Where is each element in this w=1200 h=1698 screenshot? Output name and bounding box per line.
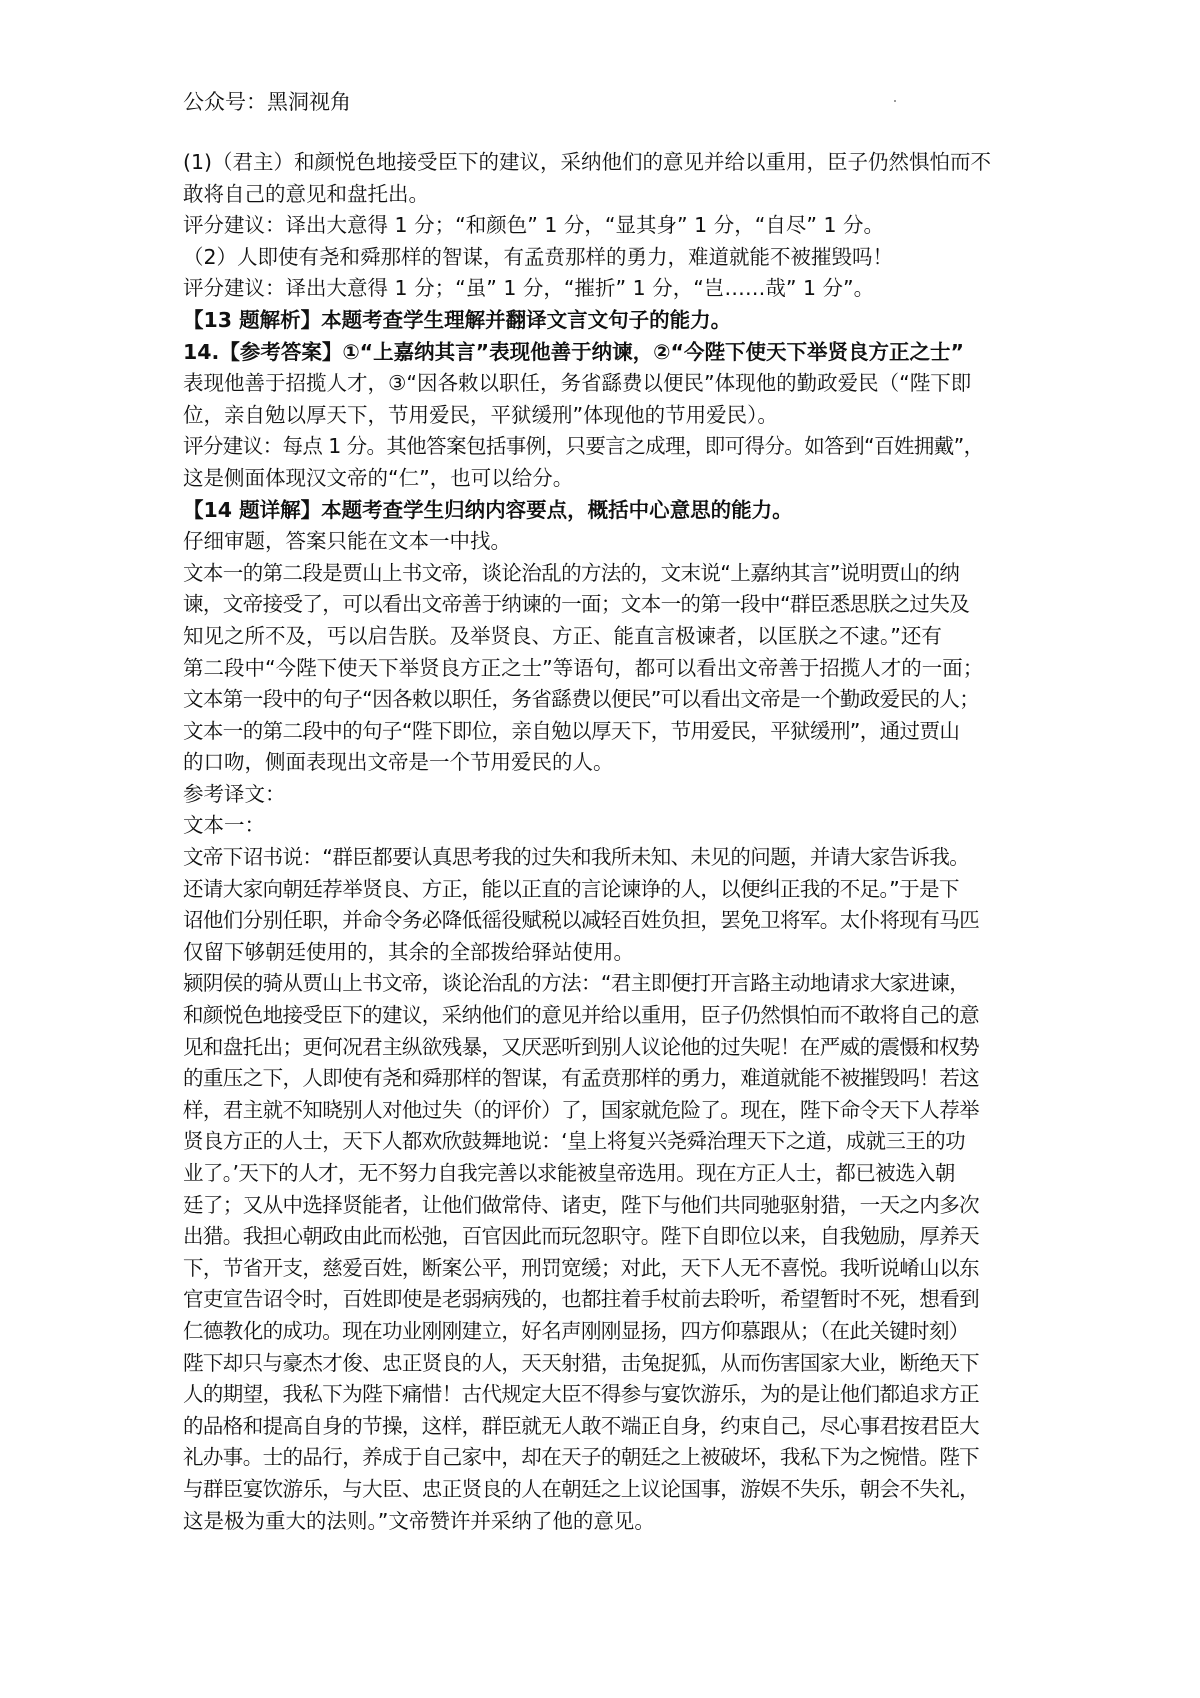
source-header: 公众号：黑洞视角	[183, 90, 351, 114]
text-line: 评分建议：译出大意得 1 分；“虽” 1 分，“摧折” 1 分，“岂……哉” 1 分”。	[183, 276, 875, 301]
text-line: 这是侧面体现汉文帝的“仁”，也可以给分。	[183, 465, 574, 490]
text-line: 礼办事。士的品行，养成于自己家中，却在天子的朝廷之上被破坏，我私下为之惋惜。陛下	[183, 1445, 979, 1470]
text-line: 和颜悦色地接受臣下的建议，采纳他们的意见并给以重用，臣子仍然惧怕而不敢将自己的意	[183, 1003, 979, 1028]
text-line: (1)（君主）和颜悦色地接受臣下的建议，采纳他们的意见并给以重用，臣子仍然惧怕而不	[183, 150, 992, 174]
text-line: 表现他善于招揽人才，③“因各敕以职任，务省繇费以便民”体现他的勤政爱民（“陛下即	[183, 371, 972, 396]
text-line: 诏他们分别任职，并命令务必降低徭役赋税以减轻百姓负担，罢免卫将军。太仆将现有马匹	[183, 908, 979, 933]
text-line: 仅留下够朝廷使用的，其余的全部拨给驿站使用。	[183, 939, 634, 964]
answer-text	[183, 147, 1043, 1537]
text-line: 出猎。我担心朝政由此而松弛，百官因此而玩忽职守。陛下自即位以来，自我勉励，厚养天	[183, 1224, 979, 1249]
text-line: 评分建议：译出大意得 1 分；“和颜色” 1 分，“显其身” 1 分，“自尽” 1 分。	[183, 213, 885, 238]
text-line: 评分建议：每点 1 分。其他答案包括事例，只要言之成理，即可得分。如答到“百姓拥戴”，	[183, 434, 984, 459]
text-line: 知见之所不及，丐以启告朕。及举贤良、方正、能直言极谏者，以匡朕之不逮。”还有	[183, 623, 942, 648]
text-line: 仔细审题，答案只能在文本一中找。	[183, 529, 511, 554]
text-line: 官吏宣告诏令时，百姓即使是老弱病残的，也都拄着手杖前去聆听，希望暂时不死，想看到	[183, 1287, 979, 1312]
text-line: 文本一的第二段中的句子“陛下即位，亲自勉以厚天下，节用爱民，平狱缓刑”，通过贾山	[183, 718, 960, 743]
text-line: 这是极为重大的法则。”文帝赞许并采纳了他的意见。	[183, 1508, 655, 1533]
section-heading: 【14 题详解】本题考查学生归纳内容要点，概括中心意思的能力。	[183, 497, 793, 522]
text-line: 的重压之下，人即使有尧和舜那样的智谋，有孟贲那样的勇力，难道就能不被摧毁吗！若这	[183, 1066, 979, 1091]
text-line: 文本第一段中的句子“因各敕以职任，务省繇费以便民”可以看出文帝是一个勤政爱民的人；	[183, 687, 980, 712]
text-line: 的口吻，侧面表现出文帝是一个节用爱民的人。	[183, 750, 614, 775]
text-line: 陛下却只与豪杰才俊、忠正贤良的人，天天射猎，击兔捉狐，从而伤害国家大业，断绝天下	[183, 1350, 979, 1375]
text-line: 下，节省开支，慈爱百姓，断案公平，刑罚宽缓；对此，天下人无不喜悦。我听说崤山以东	[183, 1255, 979, 1280]
text-line: 文本一的第二段是贾山上书文帝，谈论治乱的方法的，文末说“上嘉纳其言”说明贾山的纳	[183, 560, 960, 585]
text-line: （2）人即使有尧和舜那样的智谋，有孟贲那样的勇力，难道就能不被摧毁吗！	[183, 244, 894, 269]
text-line: 文本一：	[183, 813, 265, 838]
text-line: 位，亲自勉以厚天下，节用爱民，平狱缓刑”体现他的节用爱民）。	[183, 402, 778, 427]
text-line: 颍阴侯的骑从贾山上书文帝，谈论治乱的方法：“君主即便打开言路主动地请求大家进谏，	[183, 971, 970, 996]
text-line: 见和盘托出；更何况君主纵欲残暴，又厌恶听到别人议论他的过失呢！在严威的震慑和权势	[183, 1034, 979, 1059]
text-line: 敢将自己的意见和盘托出。	[183, 181, 429, 206]
section-heading: 【13 题解析】本题考查学生理解并翻译文言文句子的能力。	[183, 307, 732, 332]
text-line: 贤良方正的人士，天下人都欢欣鼓舞地说：‘皇上将复兴尧舜治理天下之道，成就三王的功	[183, 1129, 966, 1154]
text-line: 14.【参考答案】①“上嘉纳其言”表现他善于纳谏，②“今陛下使天下举贤良方正之士”	[183, 339, 964, 364]
text-line: 与群臣宴饮游乐，与大臣、忠正贤良的人在朝廷之上议论国事，游娱不失乐，朝会不失礼，	[183, 1476, 979, 1501]
text-line: 文帝下诏书说：“群臣都要认真思考我的过失和我所未知、未见的问题，并请大家告诉我。	[183, 845, 970, 870]
text-line: 还请大家向朝廷荐举贤良、方正，能以正直的言论谏诤的人，以便纠正我的不足。”于是下	[183, 876, 959, 901]
text-line: 谏，文帝接受了，可以看出文帝善于纳谏的一面；文本一的第一段中“群臣悉思朕之过失及	[183, 592, 970, 617]
text-line: 业了。’天下的人才，无不努力自我完善以求能被皇帝选用。现在方正人士，都已被选入朝	[183, 1161, 955, 1185]
text-line: 人的期望，我私下为陛下痛惜！古代规定大臣不得参与宴饮游乐，为的是让他们都追求方正	[183, 1382, 979, 1407]
text-line: 的品格和提高自身的节操，这样，群臣就无人敢不端正自身，约束自己，尽心事君按君臣大	[183, 1413, 979, 1438]
scan-speck	[894, 100, 896, 102]
text-line: 样，君主就不知晓别人对他过失（的评价）了，国家就危险了。现在，陛下命令天下人荐举	[183, 1097, 979, 1122]
text-line: 参考译文：	[183, 781, 286, 806]
text-line: 廷了；又从中选择贤能者，让他们做常侍、诸吏，陛下与他们共同驰驱射猎，一天之内多次	[183, 1192, 979, 1217]
text-line: 仁德教化的成功。现在功业刚刚建立，好名声刚刚显扬，四方仰慕跟从；（在此关键时刻）	[183, 1318, 969, 1343]
text-line: 第二段中“今陛下使天下举贤良方正之士”等语句，都可以看出文帝善于招揽人才的一面；	[183, 655, 984, 680]
